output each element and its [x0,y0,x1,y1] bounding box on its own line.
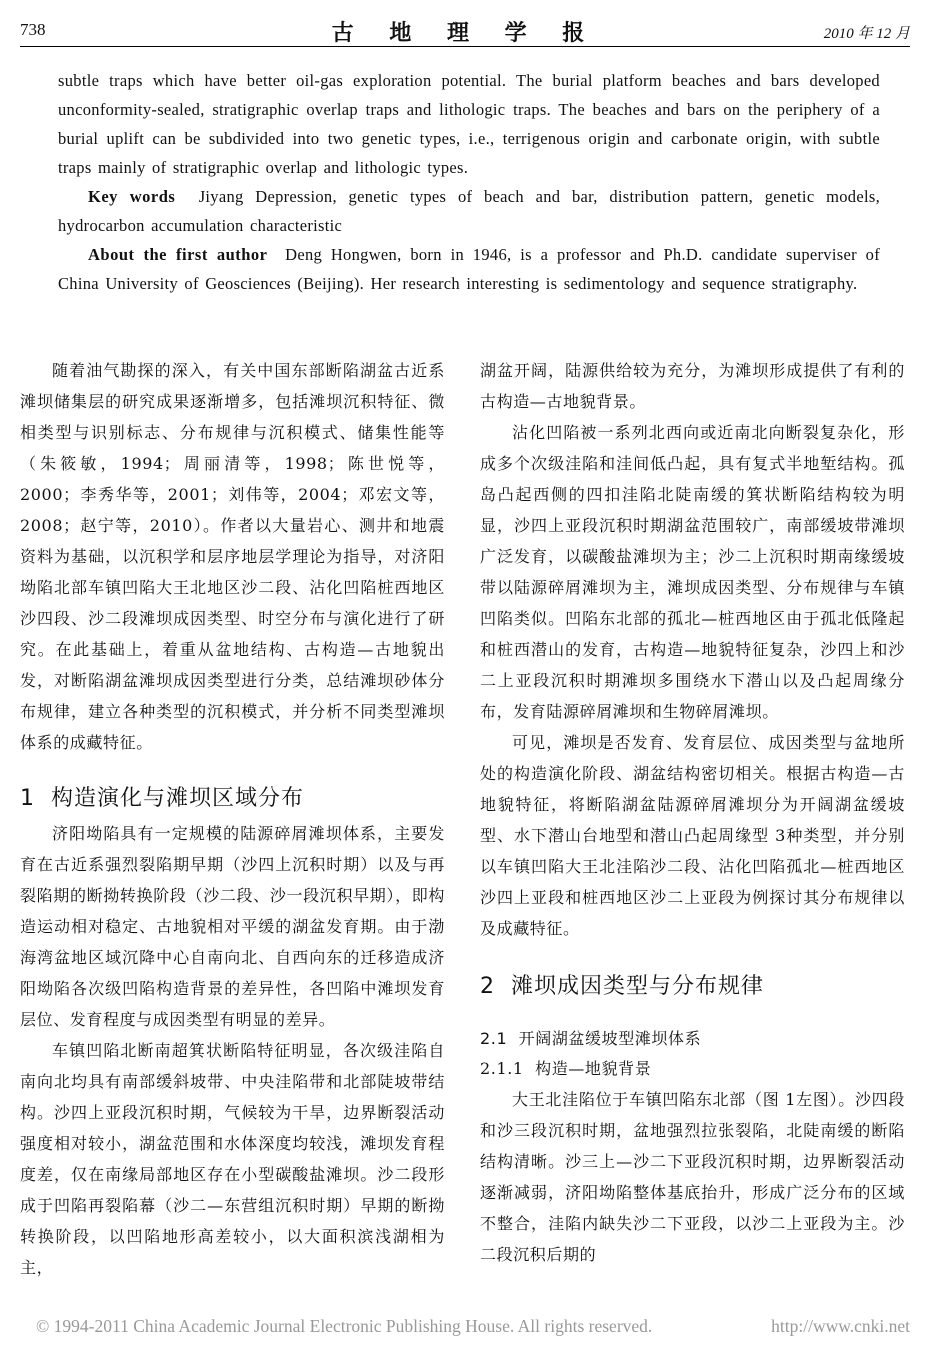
footer-url[interactable]: http://www.cnki.net [771,1316,910,1336]
section-1-number: 1 [20,786,35,811]
body-paragraph: 车镇凹陷北断南超箕状断陷特征明显，各次级洼陷自南向北均具有南部缓斜坡带、中央洼陷带和北部陡坡带结构。沙四上亚段沉积时期，气候较为干旱，边界断裂活动强度相对较小，湖盆范围和水体深度均较浅，滩坝发育程度差，仅在南缘局部地区存在小型碳酸盐滩坝。沙二段形成于凹陷再裂陷幕（沙二—东营组沉积时期）早期的断拗转换阶段，以凹陷地形高差较小，以大面积滨浅湖相为主， [20,1041,445,1277]
author-label: About the first author [88,245,268,264]
english-abstract [58,66,880,298]
page-header [20,14,910,44]
journal-title: 古 地 理 学 报 [331,20,599,46]
intro-paragraph: 随着油气勘探的深入，有关中国东部断陷湖盆古近系滩坝储集层的研究成果逐渐增多，包括滩坝沉积特征、微相类型与识别标志、分布规律与沉积模式、储集性能等（朱筱敏，1994；周丽清等，1998；陈世悦等，2000；李秀华等，2001；刘伟等，2004；邓宏文等，2008；赵宁等，2010）。作者以大量岩心、测井和地震资料为基础，以沉积学和层序地层学理论为指导，对济阳坳陷北部车镇凹陷大王北地区沙二段、沾化凹陷桩西地区沙四段、沙二段滩坝成因类型、时空分布与演化进行了研究。在此基础上，着重从盆地结构、古构造—古地貌出发，对断陷湖盆滩坝成因类型进行分类，总结滩坝砂体分布规律，建立各种类型的沉积模式，并分析不同类型滩坝体系的成藏特征。 [20,361,445,752]
author-note [58,240,880,298]
body-paragraph: 大王北洼陷位于车镇凹陷东北部（图 1左图）。沙四段和沙三段沉积时期，盆地强烈拉张裂陷，北陡南缓的断陷结构清晰。沙三上—沙二下亚段沉积时期，边界断裂活动逐渐减弱，济阳坳陷整体基底抬升，形成广泛分布的区域不整合，洼陷内缺失沙二下亚段，以沙二上亚段为主。沙二段沉积后期的 [480,1090,905,1264]
subsection-2-1-number: 2.1 [480,1029,508,1048]
subsection-2-1-heading [480,1024,905,1054]
section-1-heading [20,782,445,816]
author-text: Deng Hongwen, born in 1946, is a professor and Ph.D. candidate superviser of China University of Geosciences (Beijing). Her research interesting is sedimentology and sequence stratigraphy. [58,245,881,293]
body-paragraph: 沾化凹陷被一系列北西向或近南北向断裂复杂化，形成多个次级洼陷和洼间低凸起，具有复式半地堑结构。孤岛凸起西侧的四扣洼陷北陡南缓的箕状断陷结构较为明显，沙四上亚段沉积时期湖盆范围较广，南部缓坡带滩坝广泛发育，以碳酸盐滩坝为主；沙二上沉积时期南缘缓坡带以陆源碎屑滩坝为主，滩坝成因类型、分布规律与车镇凹陷类似。凹陷东北部的孤北—桩西地区由于孤北低隆起和桩西潜山的发育，古构造—地貌特征复杂，沙四上和沙二上亚段沉积时期滩坝多围绕水下潜山以及凸起周缘分布，发育陆源碎屑滩坝和生物碎屑滩坝。 [480,423,905,721]
section-2-title: 滩坝成因类型与分布规律 [511,974,765,999]
header-rule [20,46,910,47]
left-column [20,355,445,1283]
keywords-label: Key words [88,187,176,206]
body-paragraph: 湖盆开阔，陆源供给较为充分，为滩坝形成提供了有利的古构造—古地貌背景。 [480,361,905,411]
keywords-text: Jiyang Depression, genetic types of beach and bar, distribution pattern, genetic models, hydrocarbon accumulation characteristic [58,187,880,235]
section-2-number: 2 [480,974,495,999]
keywords [58,182,880,240]
copyright-notice: © 1994-2011 China Academic Journal Electronic Publishing House. All rights reserved. [36,1316,653,1336]
body-paragraph: 可见，滩坝是否发育、发育层位、成因类型与盆地所处的构造演化阶段、湖盆结构密切相关。根据古构造—古地貌特征，将断陷湖盆陆源碎屑滩坝分为开阔湖盆缓坡型、水下潜山台地型和潜山凸起周缘型 3种类型，并分别以车镇凹陷大王北洼陷沙二段、沾化凹陷孤北—桩西地区沙四上亚段和桩西地区沙二上亚段为例探讨其分布规律以及成藏特征。 [480,733,905,938]
section-2-heading [480,970,905,1004]
subsection-2-1-title: 开阔湖盆缓坡型滩坝体系 [518,1029,702,1048]
page-number: 738 [20,20,46,39]
subsection-2-1-1-title: 构造—地貌背景 [535,1059,652,1078]
section-1-title: 构造演化与滩坝区域分布 [51,786,305,811]
issue-date: 2010 年 12 月 [823,26,910,42]
abstract-paragraph: subtle traps which have better oil-gas exploration potential. The burial platform beaches and bars developed unconformity-sealed, stratigraphic overlap traps and lithologic traps. The beaches and bars on the periphery of a burial uplift can be subdivided into two genetic types, i.e., terrigenous origin and carbonate origin, with subtle traps mainly of stratigraphic overlap and lithologic types. [58,71,880,177]
body-paragraph: 济阳坳陷具有一定规模的陆源碎屑滩坝体系，主要发育在古近系强烈裂陷期早期（沙四上沉积时期）以及与再裂陷期的断拗转换阶段（沙二段、沙一段沉积早期），即构造运动相对稳定、古地貌相对平缓的湖盆发育期。由于渤海湾盆地区域沉降中心自南向北、自西向东的迁移造成济阳坳陷各次级凹陷构造背景的差异性，各凹陷中滩坝发育层位、发育程度与成因类型有明显的差异。 [20,824,445,1029]
subsection-2-1-1-heading [480,1054,905,1084]
subsection-2-1-1-number: 2.1.1 [480,1059,524,1078]
right-column [480,355,905,1270]
